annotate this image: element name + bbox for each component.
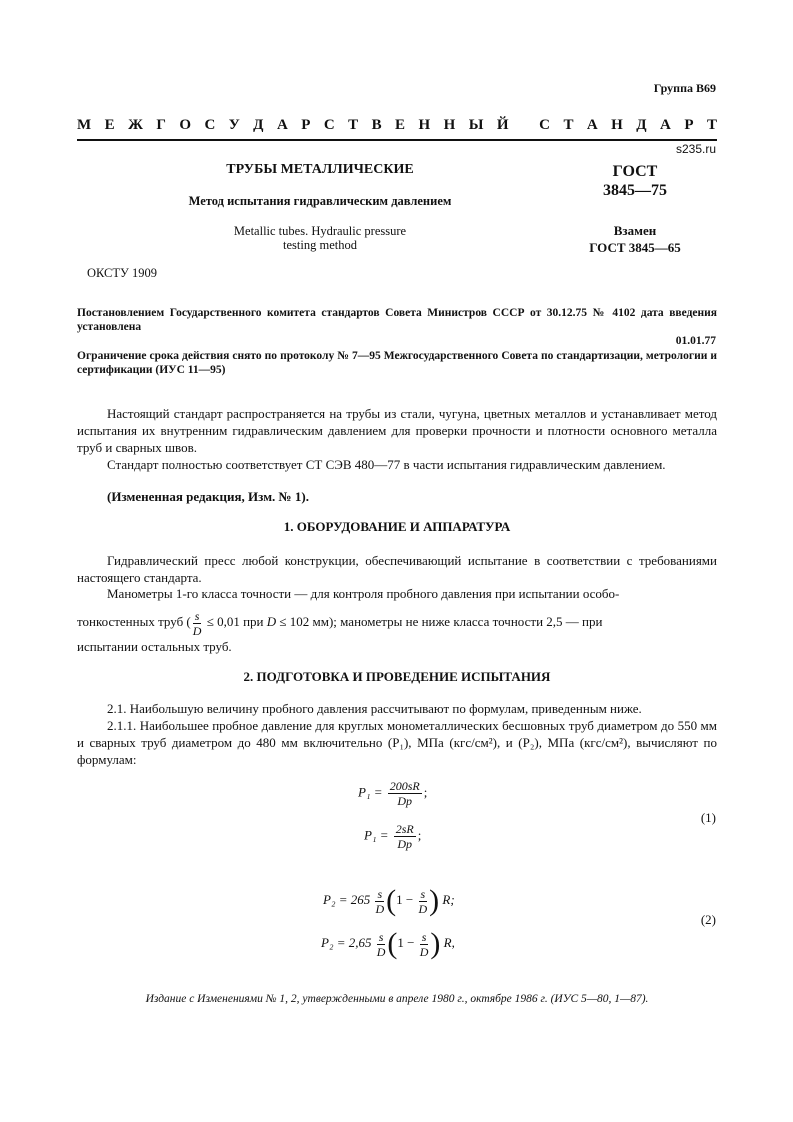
english-title xyxy=(200,224,440,252)
f2a-frac-outer xyxy=(375,887,384,916)
banner-letter: Т xyxy=(563,117,574,133)
edition-note: Издание с Изменениями № 1, 2, утвержденными в апреле 1980 г., октябре 1986 г. (ИУС 5—80, 1—87). xyxy=(145,993,649,1005)
banner-letter: М xyxy=(77,117,92,133)
f2b-rparen: ) xyxy=(430,927,441,960)
f1b-semicolon: ; xyxy=(417,827,422,843)
f2a-frac-inner xyxy=(419,887,428,916)
f2a-lparen: ( xyxy=(386,884,397,917)
f2b-frac-outer xyxy=(377,930,386,959)
banner-letter: Р xyxy=(301,117,311,133)
f2b-one-minus: 1 − xyxy=(397,934,415,950)
replaces-value: ГОСТ 3845—65 xyxy=(589,240,681,255)
f1a-num: 200sR xyxy=(389,779,420,793)
intro-paragraph-1 xyxy=(77,405,717,456)
f2b-i-num: s xyxy=(421,929,427,944)
banner-letter: А xyxy=(586,117,598,133)
f1b-num: 2sR xyxy=(395,822,414,836)
banner-letter: О xyxy=(179,117,191,133)
formula-1b xyxy=(364,822,421,851)
banner-letter: Н xyxy=(443,117,456,133)
section-1-paragraph-2-line1 xyxy=(77,585,717,602)
formula-2a-lhs: P₂ = 265 xyxy=(323,891,371,907)
banner-letter: Т xyxy=(706,117,717,133)
f2a-i-den: D xyxy=(418,901,428,916)
banner-letter: Е xyxy=(104,117,115,133)
banner-letter: Д xyxy=(253,117,264,133)
intro-amendment xyxy=(77,488,717,505)
f2a-tail: R; xyxy=(442,891,455,907)
banner-letter: Н xyxy=(611,117,623,133)
formula-1b-lhs: P₁ = xyxy=(364,827,389,843)
f2a-rparen: ) xyxy=(429,884,440,917)
banner-letter: Т xyxy=(348,117,359,133)
formula-1b-fraction xyxy=(394,822,416,851)
header-rule xyxy=(77,139,717,141)
document-subtitle: Метод испытания гидравлическим давлением xyxy=(188,194,452,208)
f2b-lparen: ( xyxy=(387,927,398,960)
replaces-label: Взамен xyxy=(613,223,657,238)
f2b-frac-inner xyxy=(420,930,429,959)
f2b-i-den: D xyxy=(419,944,429,959)
banner-letter xyxy=(522,117,526,134)
okstu-code: ОКСТУ 1909 xyxy=(87,266,158,280)
banner-letter: Е xyxy=(395,117,406,133)
banner-letter: С xyxy=(204,117,216,133)
introduction-date: 01.01.77 xyxy=(675,335,716,347)
banner-letter: А xyxy=(660,117,671,133)
equation-number-2: (2) xyxy=(700,912,716,927)
s1-p1-text: Гидравлический пресс любой конструкции, обеспечивающий испытание в соответствии с требованиями настоящего стандарта. xyxy=(77,553,717,585)
section-1-heading: 1. ОБОРУДОВАНИЕ И АППАРАТУРА xyxy=(283,519,511,534)
s2-p2-text: 2.1.1. Наибольшее пробное давление для круглых монометаллических бесшовных труб диаметром до 550 мм и сварных труб диаметром до 480 мм включительно (P₁), МПа (кгс/см²), и (P₂), МПа (кгс/см²), вычисляют по формулам: xyxy=(77,718,717,767)
section-2-paragraph-2 xyxy=(77,717,717,768)
banner-letter: Г xyxy=(156,117,166,133)
limitation-note: Ограничение срока действия снято по протоколу № 7—95 Межгосударственного Совета по стандартизации, метрологии и сертификации (ИУС 11—95) xyxy=(77,350,717,376)
f1b-den: Dр xyxy=(397,837,413,851)
section-1-paragraph-2-end xyxy=(77,638,717,655)
f2a-one-minus: 1 − xyxy=(396,891,414,907)
formula-2b-lhs: P₂ = 2,65 xyxy=(321,934,372,950)
banner-letter: С xyxy=(323,117,335,133)
frac-den: D xyxy=(192,623,202,638)
banner-letter: В xyxy=(371,117,382,133)
formula-1a xyxy=(358,779,427,808)
formula-2a xyxy=(323,884,455,918)
formula-2b xyxy=(321,927,455,961)
banner-letter: С xyxy=(539,117,550,133)
f2b-o-num: s xyxy=(378,929,384,944)
gost-number: 3845—75 xyxy=(603,182,667,199)
banner-letter: У xyxy=(228,117,240,133)
group-code: Группа В69 xyxy=(653,81,716,95)
equation-number-1: (1) xyxy=(700,810,716,825)
section-1-paragraph-1 xyxy=(77,552,717,586)
s1-p2-c: D xyxy=(266,614,277,629)
s1-p2-a: тонкостенных труб ( xyxy=(77,614,191,629)
f2a-o-den: D xyxy=(375,901,385,916)
banner-letter: Ж xyxy=(128,117,143,133)
banner-letter: Д xyxy=(636,117,647,133)
f2b-tail: R, xyxy=(443,934,455,950)
banner-letter: Н xyxy=(418,117,431,133)
banner-letter: А xyxy=(276,117,288,133)
section-2-paragraph-1 xyxy=(77,700,717,717)
s1-p2-end: испытании остальных труб. xyxy=(77,639,232,654)
document-title: ТРУБЫ МЕТАЛЛИЧЕСКИЕ xyxy=(226,162,414,177)
frac-num: s xyxy=(194,608,200,623)
f2a-i-num: s xyxy=(420,886,426,901)
f1a-semicolon: ; xyxy=(423,784,428,800)
intro-p1-text: Настоящий стандарт распространяется на трубы из стали, чугуна, цветных металлов и устанавливает метод испытания их внутренним гидравлическим давлением для проверки прочности и плотности основного металла труб и сварных швов. xyxy=(77,406,717,455)
english-title-line2: testing method xyxy=(283,238,357,252)
section-2-heading: 2. ПОДГОТОВКА И ПРОВЕДЕНИЕ ИСПЫТАНИЯ xyxy=(243,669,551,684)
formula-1a-fraction xyxy=(388,779,422,808)
s1-p2-start: Манометры 1-го класса точности — для контроля пробного давления при испытании особо- xyxy=(107,586,620,601)
banner-letter: Й xyxy=(496,117,509,133)
s2-p1-text: 2.1. Наибольшую величину пробного давления рассчитывают по формулам, приведенным ниже. xyxy=(107,701,642,716)
s1-p2-b: ≤ 0,01 при xyxy=(203,614,267,629)
english-title-line1: Metallic tubes. Hydraulic pressure xyxy=(233,224,407,238)
decree-text: Постановлением Государственного комитета стандартов Совета Министров СССР от 30.12.75 № 4102 дата введения установлена xyxy=(77,307,717,333)
banner-letter: Р xyxy=(684,117,694,133)
s-over-d-fraction xyxy=(193,609,202,638)
replaces-block xyxy=(570,222,700,256)
s1-p2-d: ≤ 102 мм); манометры не ниже класса точности 2,5 — при xyxy=(276,614,603,629)
formula-1a-lhs: P₁ = xyxy=(358,784,383,800)
section-1-paragraph-2-line2 xyxy=(77,608,717,638)
f1a-den: Dр xyxy=(397,794,413,808)
intro-p2-text: Стандарт полностью соответствует СТ СЭВ 480—77 в части испытания гидравлическим давлением. xyxy=(107,457,666,472)
gost-label: ГОСТ xyxy=(612,163,658,180)
intro-p3-text: (Измененная редакция, Изм. № 1). xyxy=(107,489,309,504)
f2b-o-den: D xyxy=(376,944,386,959)
f2a-o-num: s xyxy=(377,886,383,901)
site-label: s235.ru xyxy=(675,142,716,156)
gost-designation xyxy=(570,162,700,200)
banner-letter: Ы xyxy=(468,117,484,133)
intro-paragraph-2 xyxy=(77,456,717,473)
interstate-standard-banner xyxy=(77,117,717,134)
